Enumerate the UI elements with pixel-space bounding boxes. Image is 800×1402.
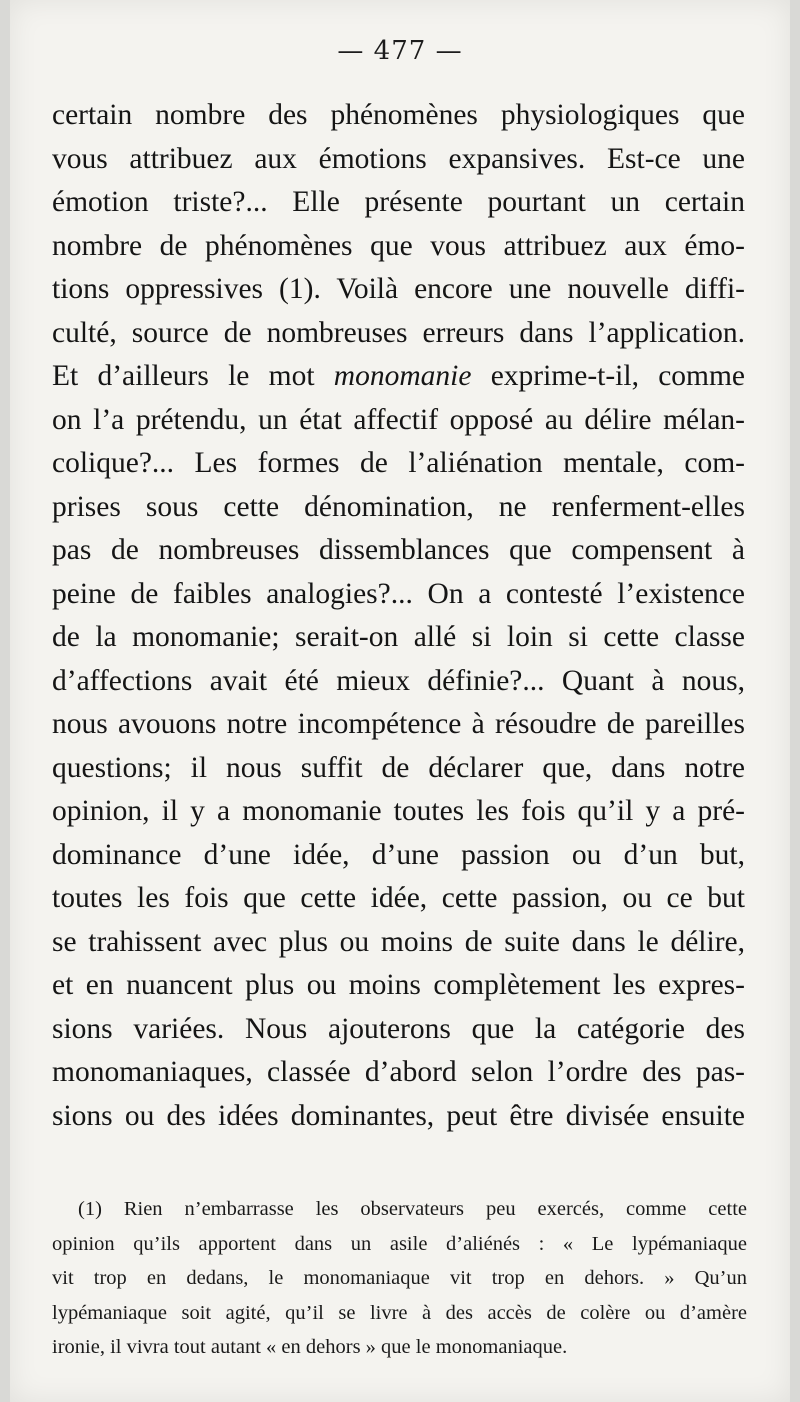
- text-line: dominance d’une idée, d’une passion ou d’un but,: [52, 838, 745, 871]
- text-line-with-italic: [52, 355, 745, 399]
- text-segment: Et d’ailleurs le mot: [52, 360, 315, 392]
- text-line: questions; il nous suffit de déclarer que, dans notre: [52, 751, 745, 784]
- text-line: nous avouons notre incompétence à résoudre de pareilles: [52, 708, 745, 740]
- text-line: de la monomanie; serait-on allé si loin si cette classe: [52, 621, 745, 653]
- text-line: d’affections avait été mieux définie?... Quant à nous,: [52, 664, 745, 697]
- page-number: — 477 —: [337, 36, 463, 66]
- text-line: pas de nombreuses dissemblances que compensent à: [52, 534, 745, 566]
- main-text: [52, 94, 745, 1138]
- footnote: [52, 1192, 747, 1365]
- footnote-line: (1) Rien n’embarrasse les observateurs peu exercés, comme cette: [78, 1198, 747, 1220]
- footnote-line: lypémaniaque soit agité, qu’il se livre à des accès de colère ou d’amère: [52, 1301, 747, 1324]
- text-segment: exprime-t-il, comme: [490, 360, 746, 392]
- text-line: on l’a prétendu, un état affectif opposé au délire mélan-: [52, 403, 745, 436]
- text-line: nombre de phénomènes que vous attribuez aux émo-: [52, 229, 745, 262]
- text-line: prises sous cette dénomination, ne renferment-elles: [52, 490, 745, 523]
- italic-term: monomanie: [333, 360, 472, 392]
- text-line: monomaniaques, classée d’abord selon l’ordre des pas-: [52, 1056, 745, 1088]
- footnote-line: opinion qu’ils apportent dans un asile d’aliénés : « Le lypémaniaque: [52, 1232, 747, 1255]
- text-line: toutes les fois que cette idée, cette passion, ou ce but: [52, 882, 745, 914]
- text-line: sions variées. Nous ajouterons que la catégorie des: [52, 1012, 745, 1045]
- text-line: vous attribuez aux émotions expansives. Est-ce une: [52, 142, 745, 175]
- text-line: se trahissent avec plus ou moins de suite dans le délire,: [52, 925, 745, 958]
- text-line: certain nombre des phénomènes physiologiques que: [52, 99, 745, 131]
- text-line: émotion triste?... Elle présente pourtant un certain: [52, 186, 745, 218]
- text-line: peine de faibles analogies?... On a contesté l’existence: [52, 577, 745, 610]
- footnote-line: vit trop en dedans, le monomaniaque vit trop en dehors. » Qu’un: [52, 1267, 747, 1289]
- text-line: sions ou des idées dominantes, peut être divisée ensuite: [52, 1099, 745, 1132]
- text-line: culté, source de nombreuses erreurs dans l’application.: [52, 316, 745, 349]
- footnote-line: ironie, il vivra tout autant « en dehors » que le monomaniaque.: [52, 1336, 568, 1358]
- text-line: colique?... Les formes de l’aliénation mentale, com-: [52, 447, 745, 479]
- text-line: opinion, il y a monomanie toutes les fois qu’il y a pré-: [52, 795, 745, 827]
- text-line: tions oppressives (1). Voilà encore une nouvelle diffi-: [52, 273, 745, 305]
- text-line: et en nuancent plus ou moins complètement les expres-: [52, 969, 745, 1001]
